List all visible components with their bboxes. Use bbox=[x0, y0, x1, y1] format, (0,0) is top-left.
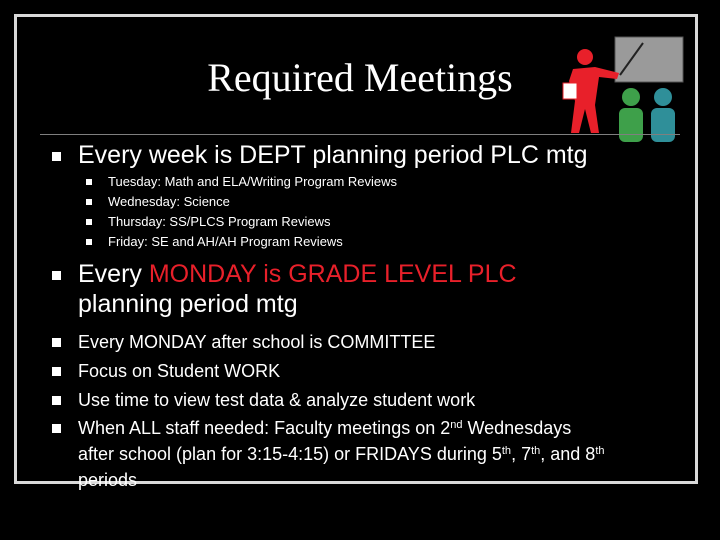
all-staff-mid: , 7 bbox=[511, 444, 532, 464]
ordinal-suffix: nd bbox=[450, 419, 463, 431]
slide-title: Required Meetings bbox=[207, 55, 513, 100]
bullet-student-work: Focus on Student WORK bbox=[78, 361, 281, 381]
bullet-committee: Every MONDAY after school is COMMITTEE bbox=[78, 332, 436, 352]
bullet-square-icon bbox=[52, 338, 61, 347]
monday-prefix: Every bbox=[78, 260, 149, 288]
all-staff-line2: after school (plan for 3:15-4:15) or FRIDAYS during 5 bbox=[78, 444, 502, 464]
bullet-square-icon bbox=[86, 239, 92, 245]
sub-bullet-thursday: Thursday: SS/PLCS Program Reviews bbox=[108, 214, 331, 229]
bullet-square-icon bbox=[86, 219, 92, 225]
presenter-classroom-icon bbox=[555, 35, 685, 145]
ordinal-suffix: th bbox=[531, 445, 541, 457]
all-staff-line1: When ALL staff needed: Faculty meetings on 2 bbox=[78, 418, 451, 438]
all-staff-mid: , and 8 bbox=[540, 444, 596, 464]
bullet-square-icon bbox=[52, 152, 61, 161]
monday-line2: planning period mtg bbox=[78, 290, 298, 318]
all-staff-line3: periods bbox=[78, 470, 138, 490]
monday-highlight: MONDAY is GRADE LEVEL PLC bbox=[148, 260, 517, 288]
bullet-square-icon bbox=[52, 396, 61, 405]
bullet-square-icon bbox=[52, 271, 61, 280]
bullet-square-icon bbox=[52, 424, 61, 433]
bullet-square-icon bbox=[52, 367, 61, 376]
bullet-all-staff bbox=[78, 415, 605, 493]
sub-bullet-friday: Friday: SE and AH/AH Program Reviews bbox=[108, 234, 343, 249]
bullet-square-icon bbox=[86, 199, 92, 205]
all-staff-line1-end: Wednesdays bbox=[462, 418, 572, 438]
ordinal-suffix: th bbox=[595, 445, 605, 457]
ordinal-suffix: th bbox=[501, 445, 512, 457]
sub-bullet-tuesday: Tuesday: Math and ELA/Writing Program Reviews bbox=[108, 174, 398, 189]
bullet-dept-planning: Every week is DEPT planning period PLC mtg bbox=[78, 141, 588, 169]
bullet-square-icon bbox=[86, 179, 92, 185]
bullet-monday-grade-level bbox=[78, 259, 517, 319]
sub-bullet-wednesday: Wednesday: Science bbox=[108, 194, 230, 209]
bullet-test-data: Use time to view test data & analyze student work bbox=[78, 390, 476, 410]
title-divider bbox=[40, 134, 680, 135]
